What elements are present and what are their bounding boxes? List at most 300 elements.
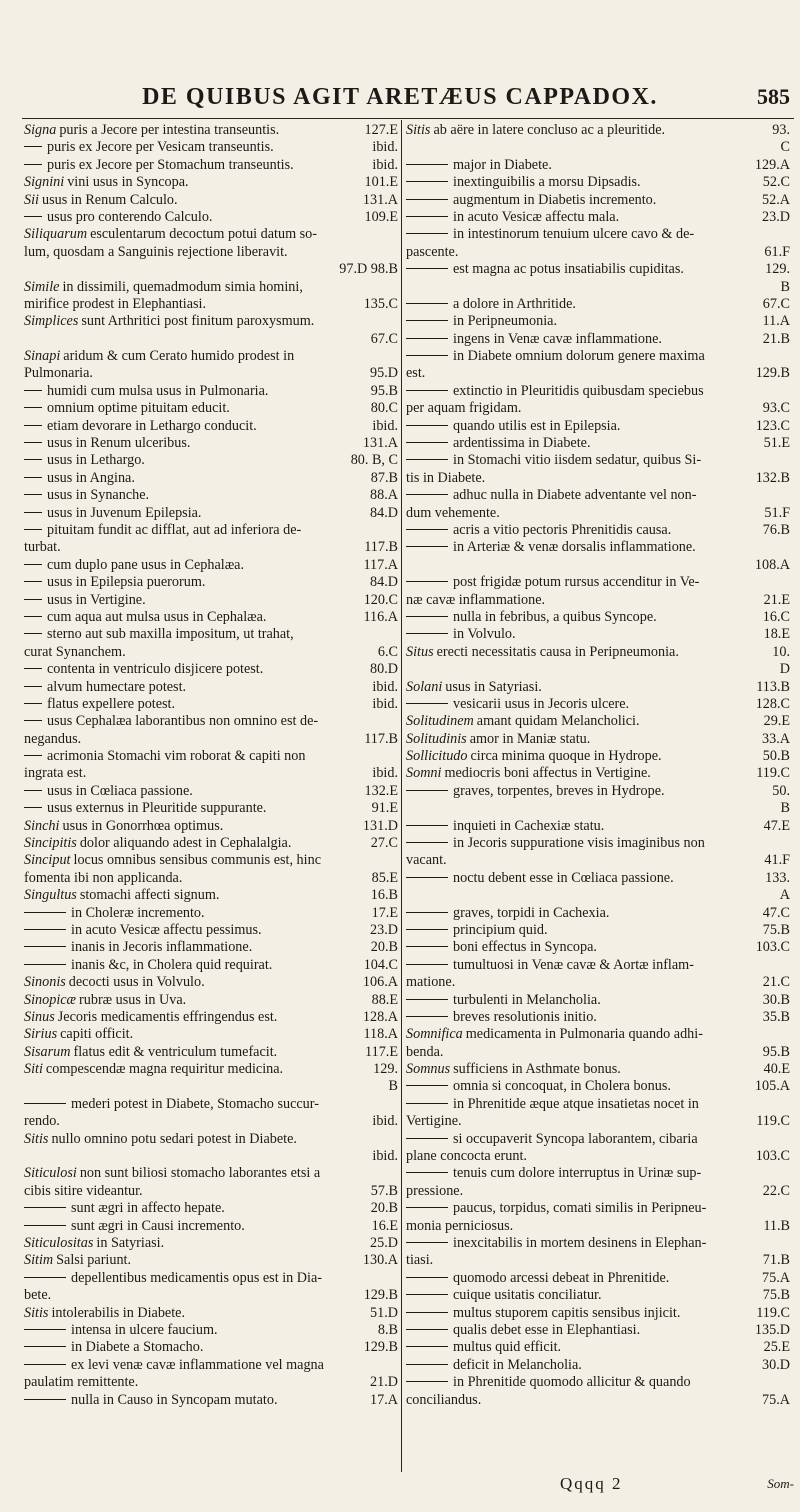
ditto-dash (24, 1103, 66, 1104)
ditto-dash (406, 494, 448, 495)
index-entry-line (24, 261, 398, 278)
ditto-dash (24, 633, 42, 634)
entry-text: in Phrenitide quomodo allicitur & quando (453, 1374, 691, 1391)
entry-text: a dolore in Arthritide. (453, 295, 576, 312)
entry-reference: 17.A (370, 1391, 398, 1408)
index-entry-line (406, 470, 790, 487)
entry-reference: 117.E (365, 1043, 398, 1060)
index-entry-line (24, 1061, 398, 1078)
ditto-dash (24, 946, 66, 947)
index-entry-line (406, 1183, 790, 1200)
index-entry-line (406, 626, 790, 643)
entry-text: mirifice prodest in Elephantiasi. (24, 295, 207, 312)
index-entry-line (24, 974, 398, 991)
entry-reference: 30.B (762, 991, 790, 1008)
entry-text: fomenta ibi non applicanda. (24, 869, 183, 886)
entry-reference: 67.C (762, 295, 790, 312)
entry-text: etiam devorare in Lethargo conducit. (47, 417, 257, 434)
entry-text: qualis debet esse in Elephantiasi. (453, 1321, 641, 1338)
entry-reference: 133. (765, 869, 790, 886)
index-entry-line (24, 800, 398, 817)
ditto-dash (24, 164, 42, 165)
entry-headword: Solani (406, 678, 443, 695)
index-entry-line (24, 383, 398, 400)
entry-text: cuique usitatis conciliatur. (453, 1287, 602, 1304)
index-entry-line (406, 887, 790, 904)
entry-text: usus in Synanche. (47, 487, 150, 504)
entry-reference: 18.E (763, 626, 790, 643)
index-entry-line (406, 539, 790, 556)
entry-reference: 16.C (762, 608, 790, 625)
entry-reference: B (780, 800, 790, 817)
ditto-dash (406, 164, 448, 165)
ditto-dash (24, 564, 42, 565)
index-entry-line (406, 661, 790, 678)
index-entry-line (24, 192, 398, 209)
entry-reference: 129. (373, 1061, 398, 1078)
index-entry-line (406, 313, 790, 330)
entry-text: est. (406, 365, 426, 382)
entry-reference: 75.A (762, 1269, 790, 1286)
entry-text: nullo omnino potu sedari potest in Diabete. (51, 1130, 297, 1147)
entry-text: nulla in febribus, a quibus Syncope. (453, 608, 657, 625)
entry-reference: 93. (772, 122, 790, 138)
entry-text: usus Cephalæa laborantibus non omnino est de- (47, 713, 319, 730)
entry-text: tis in Diabete. (406, 469, 486, 486)
entry-text: circa minima quoque in Hydrope. (470, 748, 662, 765)
entry-headword: Sinus (24, 1008, 55, 1025)
index-entry-line (406, 835, 790, 852)
entry-reference: 52.C (762, 174, 790, 191)
entry-text: in acuto Vesicæ affectu mala. (453, 208, 620, 225)
entry-reference: 117.A (363, 556, 398, 573)
ditto-dash (406, 1364, 448, 1365)
index-entry-line (24, 870, 398, 887)
index-entry-line (406, 905, 790, 922)
index-entry-line (24, 887, 398, 904)
index-entry-line (406, 557, 790, 574)
entry-text: usus pro conterendo Calculo. (47, 208, 213, 225)
entry-reference: 95.D (370, 365, 398, 382)
entry-reference: 67.C (370, 330, 398, 347)
entry-headword: Solitudinis (406, 730, 467, 747)
ditto-dash (24, 1277, 66, 1278)
entry-text: rendo. (24, 1113, 60, 1130)
entry-text: contenta in ventriculo disjicere potest. (47, 661, 264, 678)
entry-text: in Satyriasi. (96, 1235, 165, 1251)
entry-text: in Arteriæ & venæ dorsalis inflammatione. (453, 539, 696, 556)
ditto-dash (406, 459, 448, 460)
entry-text: medicamenta in Pulmonaria quando adhi- (465, 1026, 703, 1043)
index-entry-line (24, 1044, 398, 1061)
index-entry-line (406, 609, 790, 626)
entry-text: usus in Renum ulceribus. (47, 435, 191, 452)
entry-reference: 103.C (755, 939, 790, 956)
entry-reference: 88.E (371, 991, 398, 1008)
entry-text: negandus. (24, 730, 82, 747)
entry-text: in Stomachi vitio iisdem sedatur, quibus Si- (453, 452, 702, 469)
entry-text: sufficiens in Asthmate bonus. (453, 1061, 621, 1078)
ditto-dash (406, 946, 448, 947)
ditto-dash (406, 912, 448, 913)
entry-reference: ibid. (372, 678, 398, 695)
index-entry-line (24, 1009, 398, 1026)
entry-text: esculentarum decoctum potui datum so- (90, 226, 318, 243)
ditto-dash (24, 1329, 66, 1330)
entry-text: graves, torpidi in Cachexia. (453, 904, 610, 921)
index-entry-line (406, 1078, 790, 1095)
entry-reference: 21.C (762, 974, 790, 991)
entry-headword: Sinonis (24, 974, 66, 991)
ditto-dash (406, 1138, 448, 1139)
ditto-dash (24, 1399, 66, 1400)
index-entry-line (24, 331, 398, 348)
entry-reference: A (779, 887, 790, 904)
index-entry-line (24, 418, 398, 435)
entry-headword: Sinopicæ (24, 991, 77, 1008)
index-entry-line (406, 644, 790, 661)
entry-headword: Simile (24, 278, 60, 295)
entry-text: sunt Arthritici post finitum paroxysmum. (81, 313, 315, 330)
index-entry-line (406, 783, 790, 800)
entry-text: Pulmonaria. (24, 365, 93, 382)
entry-text: depellentibus medicamentis opus est in Dia- (71, 1269, 322, 1286)
entry-reference: 11.A (762, 313, 790, 330)
index-entry-line (406, 400, 790, 417)
entry-text: quando utilis est in Epilepsia. (453, 417, 621, 434)
entry-reference: 88.A (370, 487, 398, 504)
entry-text: cum aqua aut mulsa usus in Cephalæa. (47, 608, 267, 625)
ditto-dash (406, 1207, 448, 1208)
entry-reference: 40.E (763, 1061, 790, 1078)
entry-text: vacant. (406, 852, 447, 869)
entry-reference: 23.D (762, 208, 790, 225)
index-entry-line (24, 1131, 398, 1148)
entry-text: monia perniciosus. (406, 1217, 514, 1234)
entry-text: major in Diabete. (453, 156, 552, 173)
ditto-dash (24, 146, 42, 147)
entry-text: usus externus in Pleuritide suppurante. (47, 800, 267, 817)
entry-text: multus quid efficit. (453, 1339, 562, 1356)
entry-reference: 8.B (377, 1321, 398, 1338)
entry-reference: 57.B (370, 1182, 398, 1199)
ditto-dash (406, 999, 448, 1000)
entry-headword: Sii (24, 191, 39, 208)
entry-reference: 101.E (364, 174, 398, 191)
entry-reference: ibid. (372, 156, 398, 173)
index-entry-line (24, 592, 398, 609)
index-entry-line (24, 626, 398, 643)
entry-text: cibis sitire videantur. (24, 1182, 143, 1199)
entry-text: in Volvulo. (453, 626, 516, 643)
entry-reference: 80. B, C (350, 452, 398, 469)
entry-reference: 27.C (370, 835, 398, 852)
entry-text: flatus expellere potest. (47, 695, 176, 712)
entry-reference: 80.D (370, 661, 398, 678)
ditto-dash (24, 912, 66, 913)
index-entry-line (406, 139, 790, 156)
entry-text: in Diabete omnium dolorum genere maxima (453, 348, 705, 365)
index-entry-line (24, 1305, 398, 1322)
index-entry-line (406, 452, 790, 469)
index-entry-line (406, 696, 790, 713)
entry-reference: 129. (765, 261, 790, 278)
entry-reference: 129.B (363, 1339, 398, 1356)
entry-text: paulatim remittente. (24, 1374, 139, 1391)
ditto-dash (24, 459, 42, 460)
entry-reference: 97.D 98.B (339, 261, 398, 278)
entry-text: ex levi venæ cavæ inflammatione vel magna (71, 1356, 324, 1373)
ditto-dash (406, 1294, 448, 1295)
entry-text: usus in Epilepsia puerorum. (47, 574, 206, 591)
entry-reference: B (780, 278, 790, 295)
entry-reference: 131.D (362, 817, 398, 834)
page-footer (0, 1474, 800, 1504)
entry-reference: 20.B (370, 1200, 398, 1217)
entry-text: conciliandus. (406, 1391, 482, 1408)
entry-reference: 50. (772, 782, 790, 799)
entry-text: tiasi. (406, 1252, 434, 1269)
index-entry-line (406, 1044, 790, 1061)
entry-reference: 105.A (754, 1078, 790, 1095)
entry-text: turbulenti in Melancholia. (453, 991, 601, 1008)
entry-text: turbat. (24, 539, 61, 556)
entry-headword: Sinapi (24, 348, 61, 365)
ditto-dash (406, 790, 448, 791)
entry-text: alvum humectare potest. (47, 678, 187, 695)
index-entry-line (406, 1218, 790, 1235)
entry-text: usus in Renum Calculo. (41, 191, 178, 208)
entry-reference: 22.C (762, 1182, 790, 1199)
ditto-dash (24, 686, 42, 687)
ditto-dash (24, 494, 42, 495)
index-entry-line (406, 505, 790, 522)
entry-text: curat Synanchem. (24, 643, 126, 660)
entry-headword: Situs (406, 643, 434, 660)
entry-headword: Sinchi (24, 817, 60, 834)
entry-headword: Siticulositas (24, 1235, 94, 1251)
entry-text: omnia si concoquat, in Cholera bonus. (453, 1078, 671, 1095)
entry-reference: 51.E (763, 435, 790, 452)
ditto-dash (24, 1364, 66, 1365)
ditto-dash (24, 755, 42, 756)
index-entry-line (24, 1322, 398, 1339)
ditto-dash (406, 1329, 448, 1330)
ditto-dash (24, 929, 66, 930)
index-entry-line (406, 800, 790, 817)
entry-reference: 75.B (762, 921, 790, 938)
entry-reference: 103.C (755, 1148, 790, 1165)
entry-text: næ cavæ inflammatione. (406, 591, 546, 608)
index-entry-line (24, 939, 398, 956)
index-entry-line (24, 905, 398, 922)
index-entry-line (24, 818, 398, 835)
index-entry-line (406, 348, 790, 365)
ditto-dash (406, 199, 448, 200)
entry-text: inanis &c, in Cholera quid requirat. (71, 956, 273, 973)
index-entry-line (406, 244, 790, 261)
ditto-dash (406, 320, 448, 321)
entry-text: erecti necessitatis causa in Peripneumonia. (436, 643, 679, 660)
entry-text: flatus edit & ventriculum tumefacit. (73, 1043, 278, 1060)
index-entry-line (24, 296, 398, 313)
entry-text: quomodo arcessi debeat in Phrenitide. (453, 1269, 670, 1286)
entry-reference: ibid. (372, 765, 398, 782)
ditto-dash (406, 1346, 448, 1347)
entry-text: ardentissima in Diabete. (453, 435, 591, 452)
index-entry-line (406, 939, 790, 956)
entry-text: puris a Jecore per intestina transeuntis. (59, 122, 280, 138)
index-entry-line (24, 748, 398, 765)
entry-headword: Sirius (24, 1026, 58, 1043)
entry-text: intolerabilis in Diabete. (51, 1304, 186, 1321)
entry-text: deficit in Melancholia. (453, 1356, 582, 1373)
entry-reference: 25.D (370, 1235, 398, 1251)
entry-reference: 91.E (371, 800, 398, 817)
entry-text: adhuc nulla in Diabete adventante vel non- (453, 487, 697, 504)
entry-text: puris ex Jecore per Vesicam transeuntis. (47, 139, 274, 156)
index-entry-line (406, 261, 790, 278)
entry-reference: 16.E (371, 1217, 398, 1234)
index-entry-line (406, 122, 790, 139)
entry-text: locus omnibus sensibus communis est, hinc (73, 852, 321, 869)
index-entry-line (24, 539, 398, 556)
entry-text: aridum & cum Cerato humido prodest in (63, 348, 295, 365)
ditto-dash (406, 1381, 448, 1382)
index-entry-line (24, 713, 398, 730)
entry-reference: 51.F (764, 504, 790, 521)
entry-headword: Sollicitudo (406, 748, 468, 765)
entry-reference: 80.C (370, 400, 398, 417)
ditto-dash (406, 929, 448, 930)
catchword: Som- (767, 1476, 794, 1491)
entry-reference: ibid. (372, 695, 398, 712)
entry-reference: 6.C (377, 643, 398, 660)
entry-reference: 135.D (754, 1321, 790, 1338)
index-entry-line (406, 974, 790, 991)
index-entry-line (406, 1113, 790, 1130)
entry-text: multus stuporem capitis sensibus injicit. (453, 1304, 681, 1321)
index-entry-line (406, 870, 790, 887)
entry-text: ingens in Venæ cavæ inflammatione. (453, 330, 662, 347)
ditto-dash (24, 425, 42, 426)
entry-reference: 109.E (364, 208, 398, 225)
entry-reference: C (780, 139, 790, 156)
entry-text: acris a vitio pectoris Phrenitidis causa. (453, 521, 672, 538)
ditto-dash (406, 442, 448, 443)
entry-reference: 85.E (371, 869, 398, 886)
entry-text: in Phrenitide æque atque insatietas nocet in (453, 1095, 699, 1112)
ditto-dash (406, 546, 448, 547)
entry-text: usus in Satyriasi. (445, 678, 542, 695)
ditto-dash (406, 1172, 448, 1173)
ditto-dash (406, 1312, 448, 1313)
entry-text: rubræ usus in Uva. (79, 991, 187, 1008)
index-entry-line (24, 1218, 398, 1235)
ditto-dash (406, 825, 448, 826)
entry-reference: 132.E (364, 782, 398, 799)
index-entry-line (24, 505, 398, 522)
entry-reference: 108.A (754, 556, 790, 573)
index-entry-line (24, 1287, 398, 1304)
entry-text: tenuis cum dolore interruptus in Urinæ sup- (453, 1165, 702, 1182)
index-entry-line (24, 209, 398, 226)
ditto-dash (406, 964, 448, 965)
entry-text: inquieti in Cachexiæ statu. (453, 817, 605, 834)
entry-reference: 116.A (363, 608, 398, 625)
entry-reference: 50.B (762, 748, 790, 765)
index-entry-line (406, 487, 790, 504)
index-entry-line (24, 557, 398, 574)
entry-text: graves, torpentes, breves in Hydrope. (453, 782, 665, 799)
ditto-dash (406, 390, 448, 391)
index-entry-line (406, 1322, 790, 1339)
entry-headword: Signini (24, 174, 65, 191)
ditto-dash (406, 1242, 448, 1243)
entry-reference: 131.A (362, 191, 398, 208)
index-entry-line (24, 139, 398, 156)
index-entry-line (406, 852, 790, 869)
index-entry-line (24, 1235, 398, 1252)
ditto-dash (24, 720, 42, 721)
entry-text: humidi cum mulsa usus in Pulmonaria. (47, 382, 269, 399)
entry-text: tumultuosi in Venæ cavæ & Aortæ inflam- (453, 956, 694, 973)
left-column (24, 122, 398, 1472)
entry-text: capiti officit. (60, 1026, 134, 1043)
index-entry-line (406, 713, 790, 730)
entry-reference: 52.A (762, 191, 790, 208)
entry-reference: 41.F (764, 852, 790, 869)
entry-text: usus in Vertigine. (47, 591, 146, 608)
entry-text: post frigidæ potum rursus accenditur in Ve- (453, 574, 700, 591)
ditto-dash (24, 807, 42, 808)
entry-text: in dissimili, quemadmodum simia homini, (62, 278, 303, 295)
entry-reference: 84.D (370, 504, 398, 521)
index-entry-line (406, 992, 790, 1009)
entry-text: usus in Gonorrhœa optimus. (62, 817, 224, 834)
entry-text: breves resolutionis initio. (453, 1008, 597, 1025)
index-entry-line (24, 1183, 398, 1200)
entry-reference: 47.E (763, 817, 790, 834)
ditto-dash (24, 668, 42, 669)
entry-text: dum vehemente. (406, 504, 500, 521)
index-entry-line (406, 157, 790, 174)
ditto-dash (24, 616, 42, 617)
index-entry-line (24, 1252, 398, 1269)
entry-text: inanis in Jecoris inflammatione. (71, 939, 253, 956)
ditto-dash (24, 216, 42, 217)
entry-text: vesicarii usus in Jecoris ulcere. (453, 695, 630, 712)
entry-headword: Siti (24, 1061, 43, 1078)
index-entry-line (24, 852, 398, 869)
entry-text: mederi potest in Diabete, Stomacho succur- (71, 1095, 319, 1112)
index-entry-line (406, 957, 790, 974)
entry-headword: Siliquarum (24, 226, 88, 243)
entry-headword: Singultus (24, 887, 77, 904)
entry-text: principium quid. (453, 921, 548, 938)
entry-text: sunt ægri in Causi incremento. (71, 1217, 245, 1234)
ditto-dash (406, 268, 448, 269)
entry-text: benda. (406, 1043, 444, 1060)
entry-reference: 95.B (762, 1043, 790, 1060)
index-entry-line (24, 400, 398, 417)
index-entry-line (406, 1131, 790, 1148)
ditto-dash (406, 1103, 448, 1104)
ditto-dash (24, 581, 42, 582)
entry-text: boni effectus in Syncopa. (453, 939, 597, 956)
entry-headword: Sitis (406, 122, 431, 138)
entry-text: noctu debent esse in Cœliaca passione. (453, 869, 674, 886)
